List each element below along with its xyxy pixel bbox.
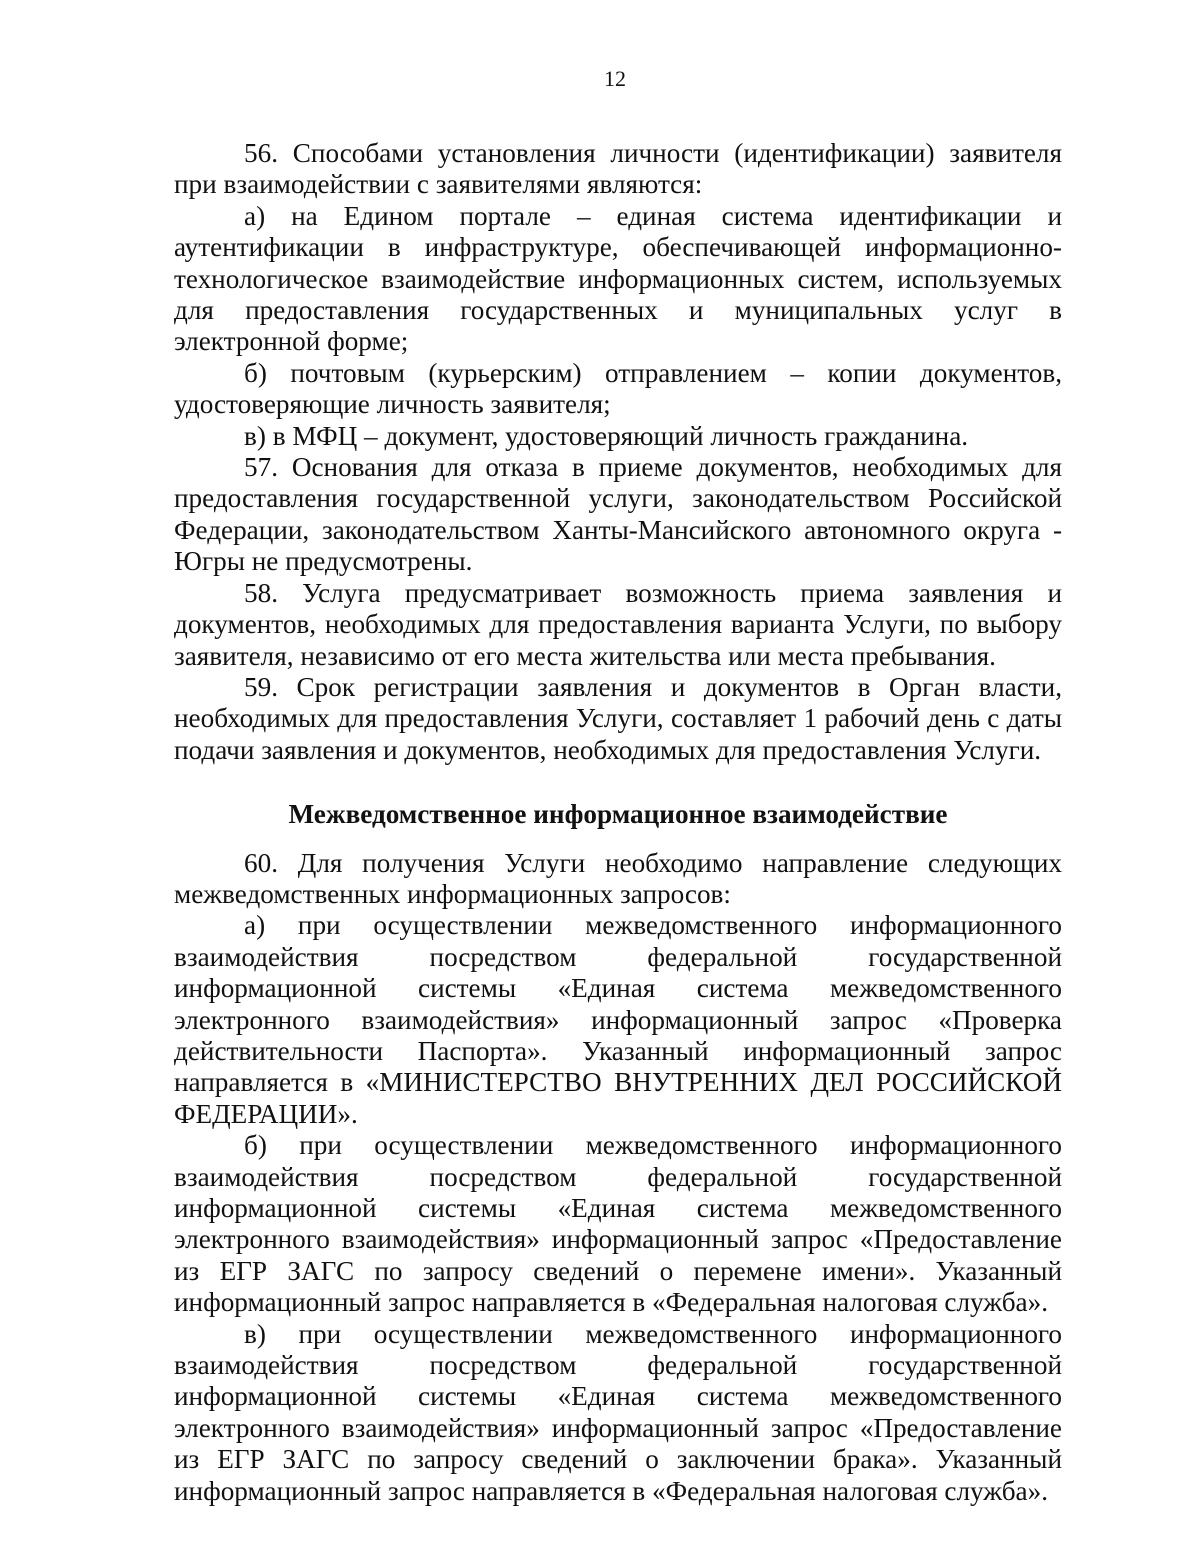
- paragraph-57: 57. Основания для отказа в приеме документов, необходимых для предоставления государственной услуги, законодательством Российской Федерации, законодательством Ханты-Мансийского автономного округа - Югры не предусмотрены.: [174, 452, 1062, 577]
- paragraph-56-a: а) на Едином портале – единая система идентификации и аутентификации в инфраструктуре, обеспечивающей информационно-технологическое взаимодействие информационных систем, используемых для предоставления государственных и муниципальных услуг в электронной форме;: [174, 200, 1062, 357]
- paragraph-56: 56. Способами установления личности (идентификации) заявителя при взаимодействии с заявителями являются:: [174, 138, 1062, 200]
- document-body: [174, 138, 1062, 1507]
- section-heading: Межведомственное информационное взаимодействие: [288, 799, 948, 830]
- paragraph-59: 59. Срок регистрации заявления и документов в Орган власти, необходимых для предоставления Услуги, составляет 1 рабочий день с даты подачи заявления и документов, необходимых для предоставления Услуги.: [174, 671, 1062, 765]
- paragraph-56-b: б) почтовым (курьерским) отправлением – копии документов, удостоверяющие личность заявителя;: [174, 357, 1062, 420]
- paragraph-60-b: б) при осуществлении межведомственного информационного взаимодействия посредством федеральной государственной информационной системы «Единая система межведомственного электронного взаимодействия» информационный запрос «Предоставление из ЕГР ЗАГС по запросу сведений о перемене имени». Указанный информационный запрос направляется в «Федеральная налоговая служба».: [174, 1130, 1062, 1318]
- page-number: 12: [604, 66, 626, 91]
- paragraph-56-v: в) в МФЦ – документ, удостоверяющий личность гражданина.: [244, 420, 969, 451]
- paragraph-60-v: в) при осуществлении межведомственного информационного взаимодействия посредством федеральной государственной информационной системы «Единая система межведомственного электронного взаимодействия» информационный запрос «Предоставление из ЕГР ЗАГС по запросу сведений о заключении брака». Указанный информационный запрос направляется в «Федеральная налоговая служба».: [174, 1318, 1062, 1506]
- paragraph-60: 60. Для получения Услуги необходимо направление следующих межведомственных информационных запросов:: [174, 847, 1062, 909]
- paragraph-60-a: а) при осуществлении межведомственного информационного взаимодействия посредством федеральной государственной информационной системы «Единая система межведомственного электронного взаимодействия» информационный запрос «Проверка действительности Паспорта». Указанный информационный запрос направляется в «МИНИСТЕРСТВО ВНУТРЕННИХ ДЕЛ РОССИЙСКОЙ ФЕДЕРАЦИИ».: [174, 910, 1062, 1129]
- paragraph-58: 58. Услуга предусматривает возможность приема заявления и документов, необходимых для предоставления варианта Услуги, по выбору заявителя, независимо от его места жительства или места пребывания.: [174, 577, 1062, 671]
